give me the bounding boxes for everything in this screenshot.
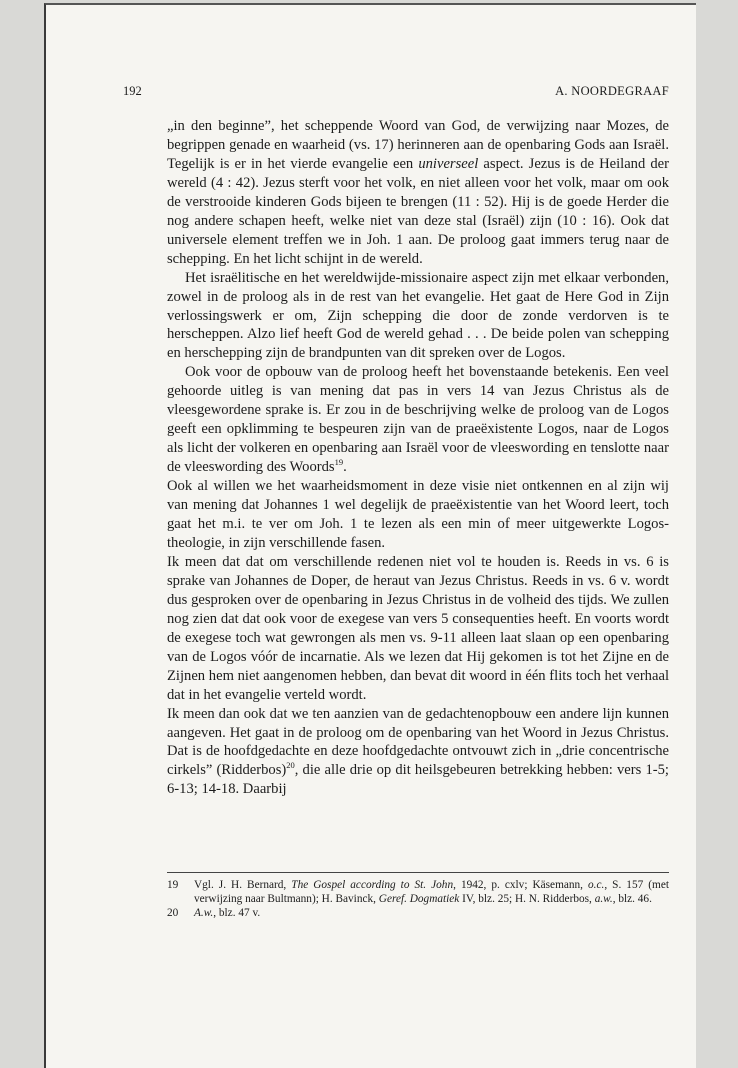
footnote-ref: 19: [334, 457, 344, 468]
footnote-rule: [167, 872, 669, 873]
running-head-author: A. NOORDEGRAAF: [555, 84, 669, 98]
paragraph: [167, 269, 669, 364]
text-run: Ik meen dan ook dat we ten aanzien van de gedachtenopbouw een andere lijn kunnen aangeven. Het gaat in de proloog om de openbaring van het Woord in Jezus Christus. Dat is de hoofdgedachte en deze hoofdgedachte ontvouwt zich in „drie concentrische cirkels” (Ridderbos): [167, 705, 669, 779]
italic-text: Geref. Dogmatiek: [378, 893, 460, 906]
text-run: Het israëlitische en het wereldwijde-missionaire aspect zijn met elkaar verbonden, zowel in de proloog als in de rest van het evangelie. Het gaat de Here God in Zijn verlossingswerk er om, Zijn schepping die door de zonde verdorven is te herscheppen. Alzo lief heeft God de wereld gehad . . . De beide polen van schepping en herschepping zijn de brandpunten van dit spreken over de Logos.: [167, 269, 669, 362]
text-run: Ook voor de opbouw van de proloog heeft het bovenstaande betekenis. Een veel gehoorde uitleg is van mening dat pas in vers 14 van Jezus Christus als de vleesgewordene sprake is. Er zou in de beschrijving welke de proloog van de Logos geeft een opklimming te bespeuren zijn van de praeëxistente Logos, naar de Logos als licht der volkeren en openbaring aan Israël voor de vleeswording en tenslotte naar de vleeswording des Woords: [167, 364, 669, 476]
footnote-number: 19: [167, 879, 179, 891]
text-run: IV, blz. 25; H. N. Ridderbos,: [459, 893, 595, 906]
footnote-number: 20: [167, 907, 179, 920]
italic-text: The Gospel according to St. John: [291, 879, 454, 891]
footnote: [167, 906, 669, 920]
paragraph: [167, 363, 669, 477]
paragraph: [167, 705, 669, 800]
italic-text: A.w.: [194, 907, 214, 920]
italic-text: universeel: [418, 155, 479, 172]
paragraph: [167, 117, 669, 269]
page-number: 192: [123, 84, 142, 98]
text-run: „in den beginne”, het scheppende Woord van God, de verwijzing naar Mozes, de begrippen genade en waarheid (vs. 17) herinneren aan de openbaring Gods aan Israël. Tegelijk is er in het vierde evangelie een: [167, 118, 669, 172]
text-run: Vgl. J. H. Bernard,: [194, 879, 292, 891]
footnotes: [167, 878, 669, 921]
text-run: .: [343, 459, 347, 476]
footnote-ref: 20: [286, 760, 295, 771]
text-run: Ik meen dat dat om verschillende redenen niet vol te houden is. Reeds in vs. 6 is sprake van Johannes de Doper, de heraut van Jezus Christus. Reeds in vs. 6 v. wordt dus gesproken over de openbaring in Jezus Christus in de volheid des tijds. We zullen nog zien dat dat ook voor de exegese van vers 5 consequenties heeft. En voorts wordt de exegese toch wat gewrongen als men vs. 9-11 alleen laat slaan op een openbaring van de Logos vóór de incarnatie. Als we lezen dat Hij gekomen is tot het Zijne en de Zijnen hem niet aangenomen hebben, dan bevat dit woord in één flits toch het verhaal dat in het evangelie verteld wordt.: [167, 553, 669, 703]
italic-text: o.c.: [588, 879, 605, 891]
main-text: [167, 117, 669, 799]
paragraph: [167, 477, 669, 553]
text-run: , 1942, p. cxlv; Käsemann,: [453, 879, 589, 891]
text-run: , blz. 47 v.: [213, 907, 261, 920]
text-run: , blz. 46.: [612, 893, 652, 906]
text-run: Ook al willen we het waarheidsmoment in deze visie niet ontkennen en al zijn wij van mening dat Johannes 1 wel degelijk de praeëxistentie van het Woord leert, toch gaat het m.i. te ver om Joh. 1 te lezen als een min of meer uitgewerkte Logos-theologie, in zijn verschillende fasen.: [167, 478, 669, 551]
paragraph: [167, 553, 669, 705]
running-header: [123, 84, 669, 104]
italic-text: a.w.: [594, 893, 613, 906]
text-run: aspect. Jezus is de Heiland der wereld (4 : 42). Jezus sterft voor het volk, en niet alleen voor het volk, maar om ook de verstrooide kinderen Gods bijeen te brengen (11 : 52). Hij is de goede Herder die nog andere schapen heeft, welke niet van deze stal (Israël) zijn (10 : 16). Ook dat universele element treffen we in Joh. 1 aan. De proloog gaat immers terug naar de schepping. En het licht schijnt in de wereld.: [167, 155, 670, 267]
footnote: [167, 878, 669, 906]
text-run: , die alle drie op dit heilsgebeuren betrekking hebben: vers 1-5; 6-13; 14-18. Daarbij: [167, 762, 669, 798]
text-run: , S. 157 (met verwijzing naar Bultmann); H. Bavinck,: [194, 879, 669, 906]
